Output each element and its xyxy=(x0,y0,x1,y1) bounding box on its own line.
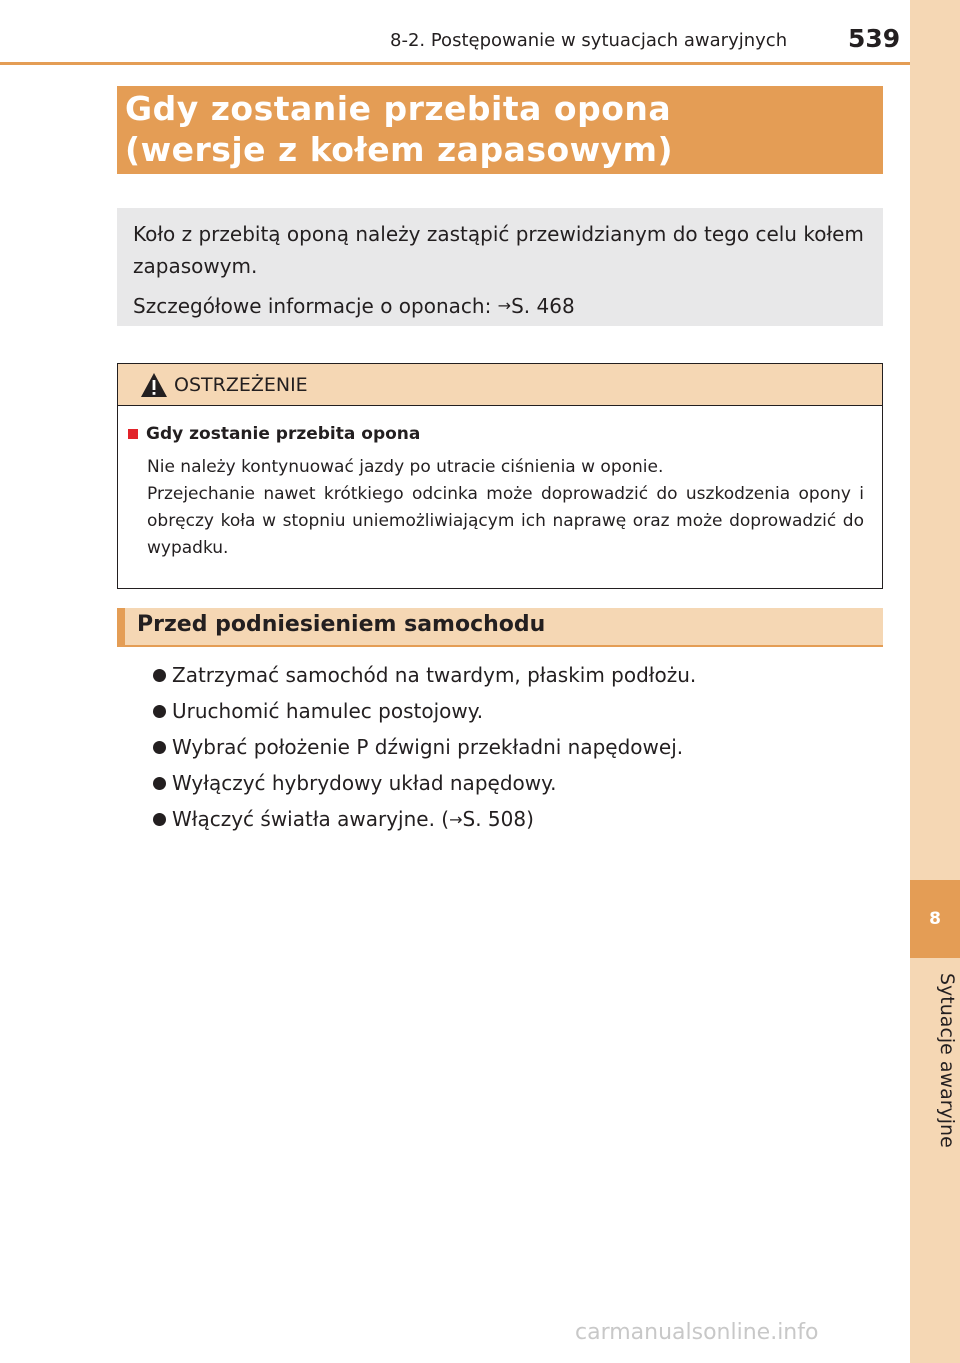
warning-subheading-text: Gdy zostanie przebita opona xyxy=(146,424,421,444)
list-item: Uruchomić hamulec postojowy. xyxy=(153,693,696,729)
page-title-line-2: (wersje z kołem zapasowym) xyxy=(125,130,674,169)
section-heading: Przed podniesieniem samochodu xyxy=(137,612,546,637)
hazard-lights-ref-link[interactable]: S. 508) xyxy=(462,807,534,831)
warning-paragraph-1: Nie należy kontynuować jazdy po utracie ciśnienia w oponie. xyxy=(147,457,664,477)
warning-header xyxy=(118,364,882,406)
warning-triangle-icon xyxy=(140,372,168,398)
arrow-icon: → xyxy=(449,809,463,829)
page-title xyxy=(117,86,883,174)
warning-label: OSTRZEŻENIE xyxy=(174,373,308,396)
intro-reference xyxy=(133,290,867,322)
list-item: Włączyć światła awaryjne. ( → S. 508) xyxy=(153,801,696,837)
arrow-icon: → xyxy=(497,296,512,315)
header-divider xyxy=(0,62,910,65)
bullet-icon xyxy=(153,813,166,826)
section-header: 8-2. Postępowanie w sytuacjach awaryjnych xyxy=(390,30,788,51)
list-item: Wyłączyć hybrydowy układ napędowy. xyxy=(153,765,696,801)
side-strip xyxy=(910,0,960,1363)
bullet-icon xyxy=(153,669,166,682)
bullet-icon xyxy=(153,705,166,718)
section-heading-bar xyxy=(117,608,883,647)
warning-text xyxy=(147,454,864,562)
bullet-icon xyxy=(153,741,166,754)
intro-ref-link[interactable]: S. 468 xyxy=(511,294,575,318)
list-item: Wybrać położenie P dźwigni przekładni napędowej. xyxy=(153,729,696,765)
watermark: carmanualsonline.info xyxy=(575,1320,819,1345)
red-square-icon xyxy=(128,429,138,439)
warning-box xyxy=(117,363,883,589)
bullet-icon xyxy=(153,777,166,790)
warning-subheading xyxy=(128,424,864,444)
warning-paragraph-2: Przejechanie nawet krótkiego odcinka może doprowadzić do uszkodzenia opony i obręczy koła w stopniu uniemożliwiającym ich naprawę oraz może doprowadzić do wypadku. xyxy=(147,484,864,558)
page-title-line-1: Gdy zostanie przebita opona xyxy=(125,89,672,128)
chapter-label: Sytuacje awaryjne xyxy=(936,972,958,1148)
chapter-tab[interactable] xyxy=(910,880,960,958)
page-number: 539 xyxy=(848,24,901,53)
intro-text: Koło z przebitą oponą należy zastąpić przewidzianym do tego celu kołem zapasowym. xyxy=(133,222,864,278)
warning-body xyxy=(118,406,882,562)
list-item: Zatrzymać samochód na twardym, płaskim podłożu. xyxy=(153,657,696,693)
section-accent xyxy=(117,608,125,645)
intro-box xyxy=(117,208,883,326)
chapter-number: 8 xyxy=(929,909,941,929)
intro-ref-text: Szczegółowe informacje o oponach: xyxy=(133,294,498,318)
step-list xyxy=(153,657,696,837)
